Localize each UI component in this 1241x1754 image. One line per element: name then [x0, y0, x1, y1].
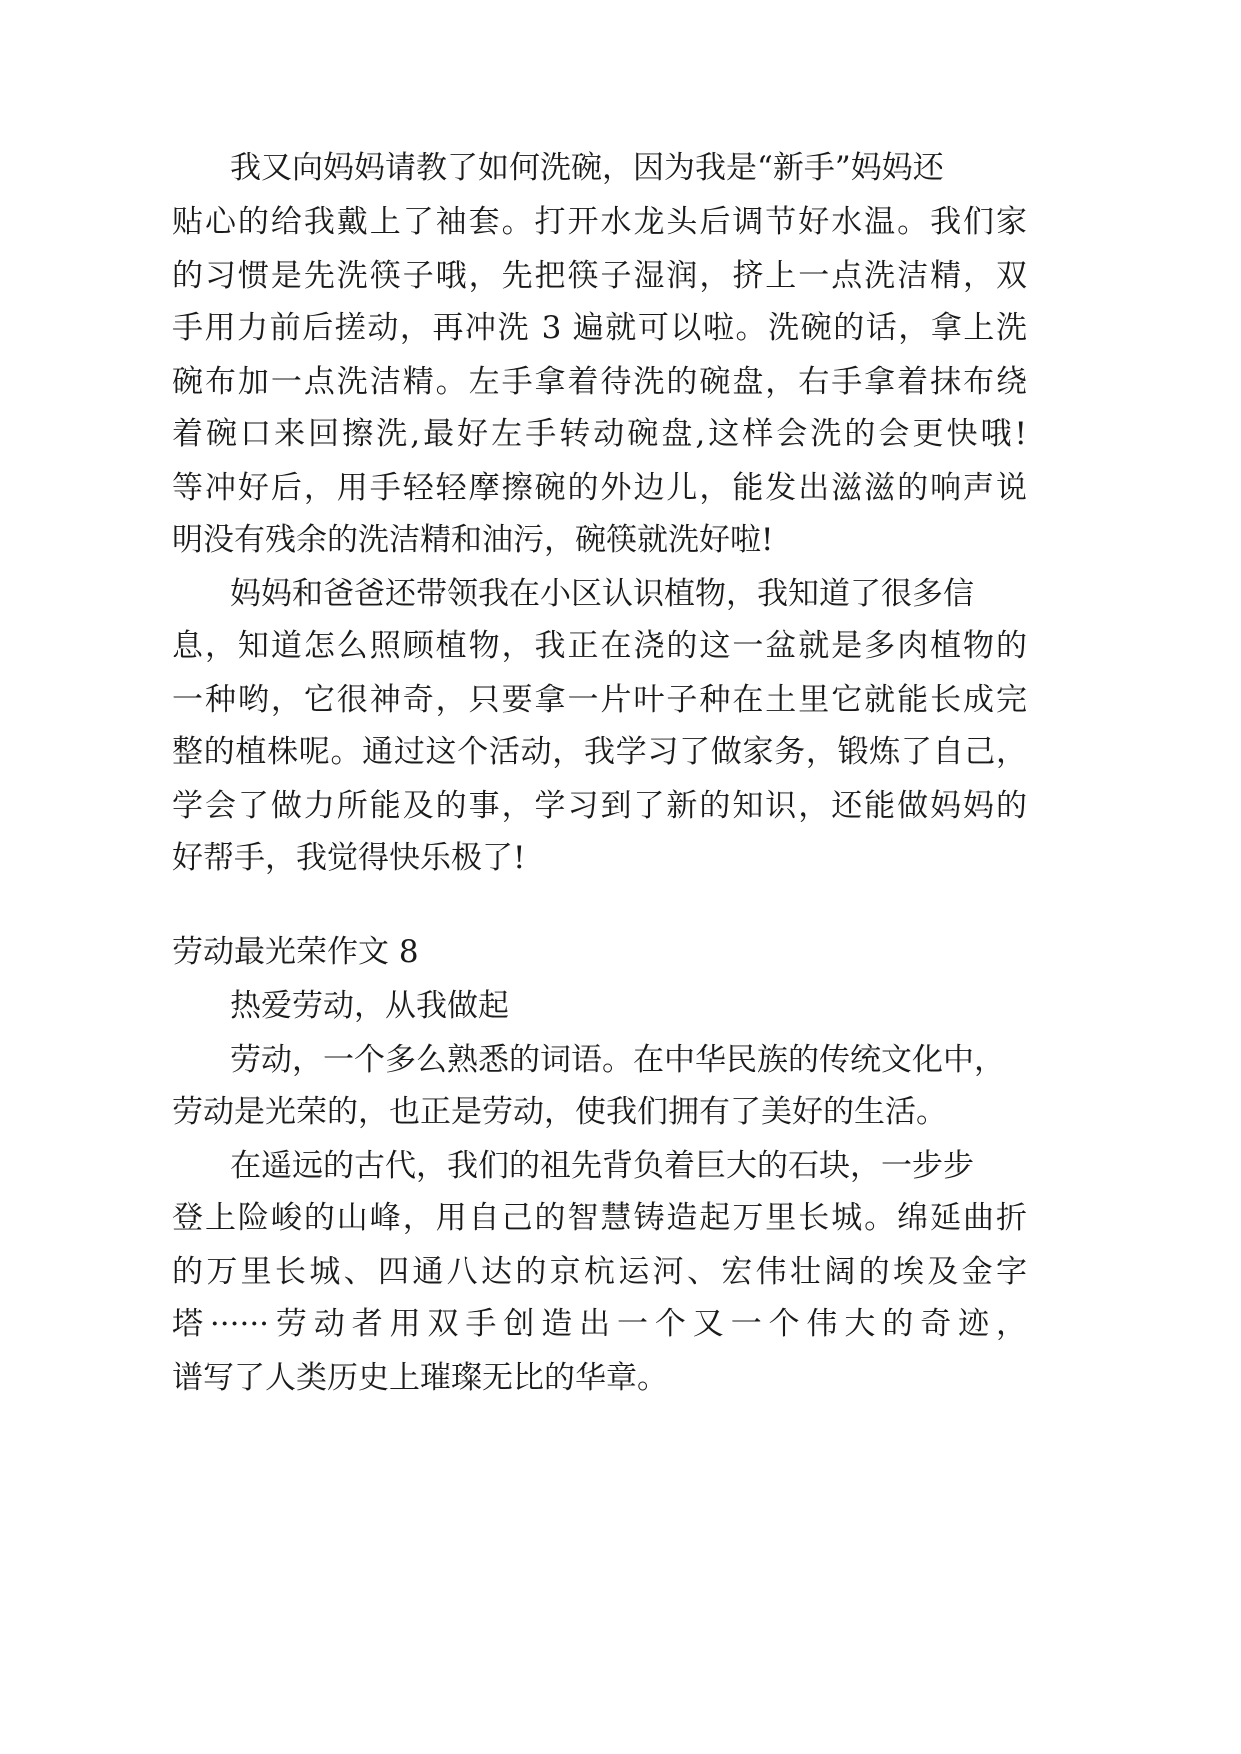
paragraph-line: 的习惯是先洗筷子哦，先把筷子湿润，挤上一点洗洁精，双: [172, 258, 1027, 294]
paragraph-line: 登上险峻的山峰，用自己的智慧铸造起万里长城。绵延曲折: [172, 1200, 1027, 1236]
paragraph-line: 好帮手，我觉得快乐极了!: [172, 840, 526, 876]
essay-title: 劳动最光荣作文 8: [172, 934, 419, 970]
paragraph-line: 手用力前后搓动，再冲洗 3 遍就可以啦。洗碗的话，拿上洗: [172, 310, 1027, 346]
paragraph-line: 明没有残余的洗洁精和油污，碗筷就洗好啦!: [172, 522, 774, 558]
paragraph-line: 整的植株呢。通过这个活动，我学习了做家务，锻炼了自己，: [172, 734, 1027, 770]
essay-subtitle: 热爱劳动，从我做起: [230, 988, 509, 1024]
paragraph-line: 学会了做力所能及的事，学习到了新的知识，还能做妈妈的: [172, 788, 1027, 824]
paragraph-line: 塔······劳动者用双手创造出一个又一个伟大的奇迹，: [172, 1306, 1027, 1342]
paragraph-line: 谱写了人类历史上璀璨无比的华章。: [172, 1360, 668, 1396]
paragraph-line: 劳动是光荣的，也正是劳动，使我们拥有了美好的生活。: [172, 1094, 947, 1130]
paragraph-line: 贴心的给我戴上了袖套。打开水龙头后调节好水温。我们家: [172, 204, 1027, 240]
paragraph-line: 在遥远的古代，我们的祖先背负着巨大的石块，一步步: [230, 1148, 974, 1184]
paragraph-line: 的万里长城、四通八达的京杭运河、宏伟壮阔的埃及金字: [172, 1254, 1027, 1290]
paragraph-line: 等冲好后，用手轻轻摩擦碗的外边儿，能发出滋滋的响声说: [172, 470, 1027, 506]
paragraph-line: 劳动，一个多么熟悉的词语。在中华民族的传统文化中，: [230, 1042, 1005, 1078]
paragraph-line: 碗布加一点洗洁精。左手拿着待洗的碗盘，右手拿着抹布绕: [172, 364, 1027, 400]
paragraph-line: 妈妈和爸爸还带领我在小区认识植物，我知道了很多信: [230, 576, 974, 612]
paragraph-line: 着碗口来回擦洗,最好左手转动碗盘,这样会洗的会更快哦!: [172, 416, 1027, 452]
paragraph-line: 息，知道怎么照顾植物，我正在浇的这一盆就是多肉植物的: [172, 628, 1027, 664]
paragraph-line: 一种哟，它很神奇，只要拿一片叶子种在土里它就能长成完: [172, 682, 1027, 718]
paragraph-line: 我又向妈妈请教了如何洗碗，因为我是“新手”妈妈还: [230, 150, 944, 186]
